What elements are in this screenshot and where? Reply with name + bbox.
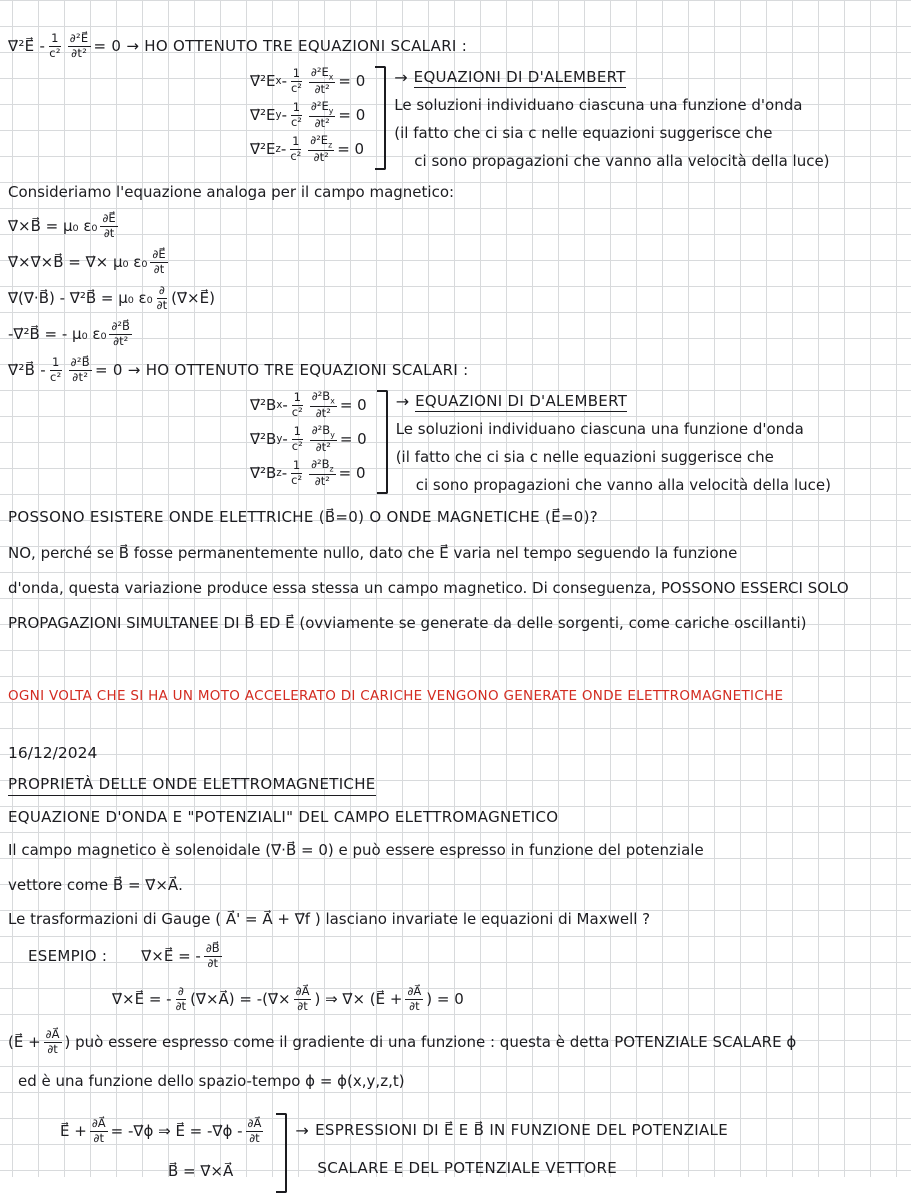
lecture-title [8, 768, 911, 802]
arrow-icon: → [295, 1120, 310, 1140]
solenoidal-line: Il campo magnetico è solenoidale (∇⃗·B⃗ = 0) e può essere espresso in funzione del potenziale [8, 841, 704, 859]
note-line: ci sono propagazioni che vanno alla velocità della luce) [414, 152, 830, 170]
grouping-bracket [377, 390, 388, 494]
red-remark: OGNI VOLTA CHE SI HA UN MOTO ACCELERATO DI CARICHE VENGONO GENERATE ONDE ELETTROMAGNETICHE [8, 688, 784, 704]
equation-line: ∇⃗²B y - $\frac{1}{\text{c²}}$ $\frac{\partial^2B_y}{\text{∂t²}}$ = 0 [250, 423, 367, 454]
potentials-equations [60, 1111, 266, 1191]
scalar-equations-b [250, 388, 367, 490]
lecture-title-text: PROPRIETÀ DELLE ONDE ELETTROMAGNETICHE [8, 775, 376, 796]
dalembert-block-e [250, 64, 911, 175]
potential-note-line [295, 1111, 728, 1149]
note-line: Le soluzioni individuano ciascuna una funzione d'onda [394, 96, 803, 114]
equation-line: ∇⃗²E z - $\frac{1}{\text{c²}}$ $\frac{\partial^2E_z}{\text{∂t²}}$ = 0 [250, 133, 365, 164]
curl-b-equation: ∇⃗×B⃗ = μ₀ ε₀ $\frac{\partial E⃗}{\partial t}$ [8, 211, 116, 240]
potentials-notes [295, 1111, 728, 1187]
lecture-date: 16/12/2024 [8, 744, 98, 762]
gauge-line: Le trasformazioni di Gauge ( A⃗' = A⃗ + ∇⃗f ) lasciano invariate le equazioni di Maxwell ? [8, 909, 651, 928]
esempio-label: ESEMPIO : [28, 947, 108, 965]
dalembert-title-row [394, 64, 829, 91]
gradient-line: ed è una funzione dello spazio-tempo ϕ = ϕ(x,y,z,t) [18, 1072, 405, 1090]
note-line: (il fatto che ci sia c nelle equazioni suggerisce che [395, 448, 774, 466]
waves-question: POSSONO ESISTERE ONDE ELETTRICHE (B⃗=0) O ONDE MAGNETICHE (E⃗=0)? [8, 508, 599, 526]
e-field-potential-equation: E⃗ + $\frac{\partial A⃗}{\partial t}$ = -∇⃗ϕ ⇒ E⃗ = -∇⃗ϕ - $\frac{\partial A⃗}{\partial t}$ [60, 1116, 262, 1145]
equation-line: ∇⃗²B x - $\frac{1}{\text{c²}}$ $\frac{\partial^2B_x}{\text{∂t²}}$ = 0 [250, 389, 367, 420]
note-line: (il fatto che ci sia c nelle equazioni suggerisce che [394, 124, 773, 142]
note-line: ci sono propagazioni che vanno alla velocità della luce) [415, 476, 831, 494]
vector-identity-equation: ∇⃗(∇⃗·B⃗) - ∇⃗²B⃗ = μ₀ ε₀ $\frac{\partial}{\partial t}$ (∇⃗×E⃗) [8, 283, 215, 312]
equation-line: ∇⃗²E x - $\frac{1}{\text{c²}}$ $\frac{\partial^2E_x}{\text{∂t²}}$ = 0 [250, 65, 366, 96]
potential-note-line: SCALARE E DEL POTENZIALE VETTORE [317, 1159, 618, 1177]
potentials-block [60, 1111, 911, 1193]
esempio-row [8, 935, 911, 977]
laplacian-b-equation: -∇⃗²B⃗ = - μ₀ ε₀ $\frac{\text{∂²B⃗}}{\text{∂t²}}$ [8, 319, 130, 348]
arrow-icon: → [395, 392, 410, 411]
dalembert-title: EQUAZIONI DI D'ALEMBERT [413, 67, 626, 86]
magnetic-intro: Consideriamo l'equazione analoga per il campo magnetico: [8, 182, 455, 201]
esempio-equation-2: ∇⃗×E⃗ = - $\frac{\partial}{\partial t}$ (∇⃗×A⃗) = -(∇⃗× $\frac{\partial A⃗}{\partial t}$ ) ⇒ ∇⃗× (E⃗ + $\frac{\partial A⃗}{\partial t}$ ) = 0 [112, 984, 464, 1013]
waves-answer-line: PROPAGAZIONI SIMULTANEE DI B⃗ ED E⃗ (ovviamente se generate da delle sorgenti, come cariche oscillanti) [8, 613, 807, 632]
arrow-icon: → [394, 68, 408, 87]
esempio-equation-1: ∇⃗×E⃗ = - $\frac{\partial B⃗}{\partial t}$ [141, 941, 220, 970]
wave-equation-e: ∇⃗²E⃗ - $\frac{1}{\text{c²}}$ $\frac{\text{∂²E⃗}}{\text{∂t²}}$ = 0 → HO OTTENUTO TRE EQUAZIONI SCALARI : [8, 31, 468, 60]
grouping-bracket [375, 66, 386, 170]
scalar-equations-e [250, 64, 365, 166]
grouping-bracket [276, 1113, 287, 1193]
lecture-subtitle: EQUAZIONE D'ONDA E "POTENZIALI" DEL CAMPO ELETTROMAGNETICO [8, 808, 559, 826]
double-curl-equation: ∇⃗×∇⃗×B⃗ = ∇⃗× μ₀ ε₀ $\frac{\partial E⃗}{\partial t}$ [8, 247, 166, 276]
dalembert-block-b [250, 388, 911, 499]
b-field-potential-equation: B⃗ = ∇⃗×A⃗ [168, 1162, 234, 1180]
dalembert-notes-b [396, 388, 831, 499]
equation-line: ∇⃗²B z - $\frac{1}{\text{c²}}$ $\frac{\partial^2B_z}{\text{∂t²}}$ = 0 [250, 457, 366, 488]
dalembert-notes-e [394, 64, 829, 175]
waves-answer-line: d'onda, questa variazione produce essa stessa un campo magnetico. Di conseguenza, POSSONO ESSERCI SOLO [8, 578, 849, 597]
equation-line: ∇⃗²E y - $\frac{1}{\text{c²}}$ $\frac{\partial^2E_y}{\text{∂t²}}$ = 0 [250, 99, 366, 130]
solenoidal-line: vettore come B⃗ = ∇⃗×A⃗. [8, 876, 183, 894]
waves-answer-line: NO, perché se B⃗ fosse permanentemente nullo, dato che E⃗ varia nel tempo seguendo la funzione [8, 543, 738, 562]
potential-note-text: ESPRESSIONI DI E⃗ E B⃗ IN FUNZIONE DEL POTENZIALE [315, 1121, 728, 1139]
gradient-line: (E⃗ + $\frac{\partial A⃗}{\partial t}$ ) può essere espresso come il gradiente di una funzione : questa è detta POTENZIALE SCALARE ϕ [8, 1027, 797, 1056]
dalembert-title-row [396, 388, 831, 415]
dalembert-title: EQUAZIONI DI D'ALEMBERT [415, 391, 628, 410]
wave-equation-b: ∇⃗²B⃗ - $\frac{1}{\text{c²}}$ $\frac{\text{∂²B⃗}}{\text{∂t²}}$ = 0 → HO OTTENUTO TRE EQUAZIONI SCALARI : [8, 355, 469, 384]
note-line: Le soluzioni individuano ciascuna una funzione d'onda [395, 420, 804, 438]
